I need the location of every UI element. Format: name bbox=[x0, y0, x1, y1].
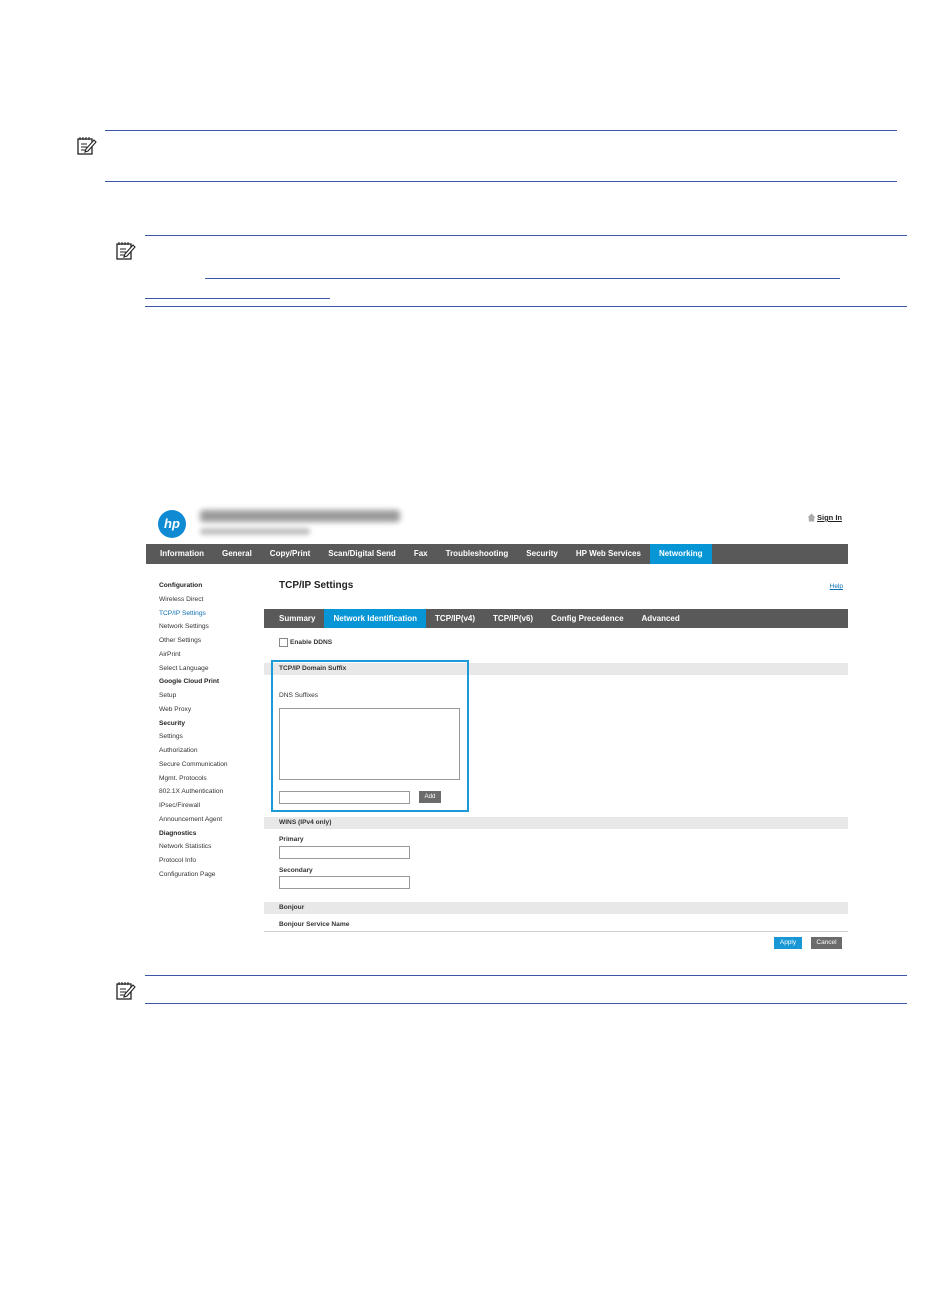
tab-networking[interactable]: Networking bbox=[650, 544, 712, 564]
tab-troubleshooting[interactable]: Troubleshooting bbox=[445, 549, 509, 558]
footer-divider bbox=[264, 931, 848, 932]
sidebar-item-secure-communication[interactable]: Secure Communication bbox=[159, 760, 228, 768]
subtab-network-identification[interactable]: Network Identification bbox=[324, 609, 426, 628]
home-icon[interactable] bbox=[807, 513, 816, 522]
sidebar-item-airprint[interactable]: AirPrint bbox=[159, 650, 181, 658]
note3-bottom-rule bbox=[145, 1003, 907, 1004]
subtab-config-precedence[interactable]: Config Precedence bbox=[551, 614, 624, 623]
enable-ddns-row bbox=[279, 638, 332, 647]
sign-in-link[interactable]: Sign In bbox=[817, 513, 842, 522]
subtab-tcpip-v6[interactable]: TCP/IP(v6) bbox=[493, 614, 534, 623]
note2-link-underline-2[interactable] bbox=[145, 298, 330, 299]
sidebar-item-authorization[interactable]: Authorization bbox=[159, 747, 198, 754]
secondary-input[interactable] bbox=[279, 876, 410, 889]
subtab-advanced[interactable]: Advanced bbox=[641, 614, 680, 623]
page-title: TCP/IP Settings bbox=[279, 580, 354, 591]
secondary-label: Secondary bbox=[279, 867, 313, 874]
enable-ddns-label: Enable DDNS bbox=[290, 639, 333, 646]
subtab-tcpip-v4[interactable]: TCP/IP(v4) bbox=[435, 614, 476, 623]
note1-bottom-rule bbox=[105, 181, 897, 182]
sidebar-heading-google-cloud-print: Google Cloud Print bbox=[159, 678, 220, 686]
sidebar-item-tcpip-settings[interactable]: TCP/IP Settings bbox=[159, 609, 206, 617]
blurred-printer-name bbox=[200, 510, 400, 522]
sidebar-heading-diagnostics: Diagnostics bbox=[159, 829, 197, 837]
note2-bottom-rule bbox=[145, 306, 907, 307]
bonjour-service-name-label: Bonjour Service Name bbox=[279, 921, 350, 928]
apply-button[interactable]: Apply bbox=[774, 937, 802, 949]
note2-top-rule bbox=[145, 235, 907, 236]
sub-nav bbox=[264, 609, 848, 628]
blurred-printer-address bbox=[200, 528, 310, 535]
tab-general[interactable]: General bbox=[222, 549, 252, 558]
sidebar-item-ipsec-firewall[interactable]: IPsec/Firewall bbox=[159, 802, 201, 809]
sidebar-item-settings[interactable]: Settings bbox=[159, 733, 183, 741]
ews-screenshot bbox=[146, 496, 848, 954]
subtab-summary[interactable]: Summary bbox=[279, 614, 316, 623]
sidebar-item-setup[interactable]: Setup bbox=[159, 692, 177, 699]
bonjour-section-label: Bonjour bbox=[279, 904, 305, 911]
wins-section-label: WINS (IPv4 only) bbox=[279, 819, 332, 826]
note-icon bbox=[116, 981, 136, 1000]
cancel-button[interactable]: Cancel bbox=[811, 937, 842, 949]
sidebar-item-other-settings[interactable]: Other Settings bbox=[159, 637, 202, 644]
primary-input[interactable] bbox=[279, 846, 410, 859]
sidebar-item-network-settings[interactable]: Network Settings bbox=[159, 623, 209, 631]
note-icon bbox=[116, 241, 136, 260]
tab-security[interactable]: Security bbox=[526, 549, 558, 558]
bonjour-section-bar bbox=[264, 902, 848, 914]
sidebar-item-announcement-agent[interactable]: Announcement Agent bbox=[159, 815, 223, 823]
sidebar-item-protocol-info[interactable]: Protocol Info bbox=[159, 857, 197, 864]
note3-top-rule bbox=[145, 975, 907, 976]
sidebar-item-wireless-direct[interactable]: Wireless Direct bbox=[159, 595, 204, 603]
tab-hp-web-services[interactable]: HP Web Services bbox=[575, 549, 641, 558]
hp-logo: hp bbox=[158, 510, 186, 538]
sidebar-item-network-statistics[interactable]: Network Statistics bbox=[159, 843, 212, 851]
tab-scan-digital-send[interactable]: Scan/Digital Send bbox=[328, 549, 396, 558]
wins-section-bar bbox=[264, 817, 848, 829]
domain-suffix-highlight bbox=[271, 660, 469, 812]
enable-ddns-checkbox[interactable] bbox=[279, 638, 288, 647]
dns-suffixes-label: DNS Suffixes bbox=[279, 692, 319, 699]
sidebar-item-configuration-page[interactable]: Configuration Page bbox=[159, 870, 216, 878]
sidebar-item-mgmt-protocols[interactable]: Mgmt. Protocols bbox=[159, 774, 207, 782]
domain-suffix-section-label: TCP/IP Domain Suffix bbox=[279, 665, 347, 672]
sidebar-item-8021x-authentication[interactable]: 802.1X Authentication bbox=[159, 788, 224, 796]
tab-fax[interactable]: Fax bbox=[413, 549, 428, 558]
help-link[interactable]: Help bbox=[829, 583, 843, 590]
tab-information[interactable]: Information bbox=[160, 549, 204, 558]
sidebar-heading-security: Security bbox=[159, 719, 186, 727]
main-nav bbox=[146, 544, 848, 564]
tab-copy-print[interactable]: Copy/Print bbox=[269, 549, 311, 558]
note2-link-underline[interactable] bbox=[205, 278, 840, 279]
note1-top-rule bbox=[105, 130, 897, 131]
primary-label: Primary bbox=[279, 836, 304, 843]
add-button[interactable]: Add bbox=[419, 791, 441, 803]
sidebar-item-web-proxy[interactable]: Web Proxy bbox=[159, 705, 192, 713]
note-icon bbox=[77, 136, 97, 155]
sidebar-heading-configuration: Configuration bbox=[159, 582, 203, 589]
sidebar-item-select-language[interactable]: Select Language bbox=[159, 664, 209, 672]
sidebar bbox=[159, 579, 267, 882]
